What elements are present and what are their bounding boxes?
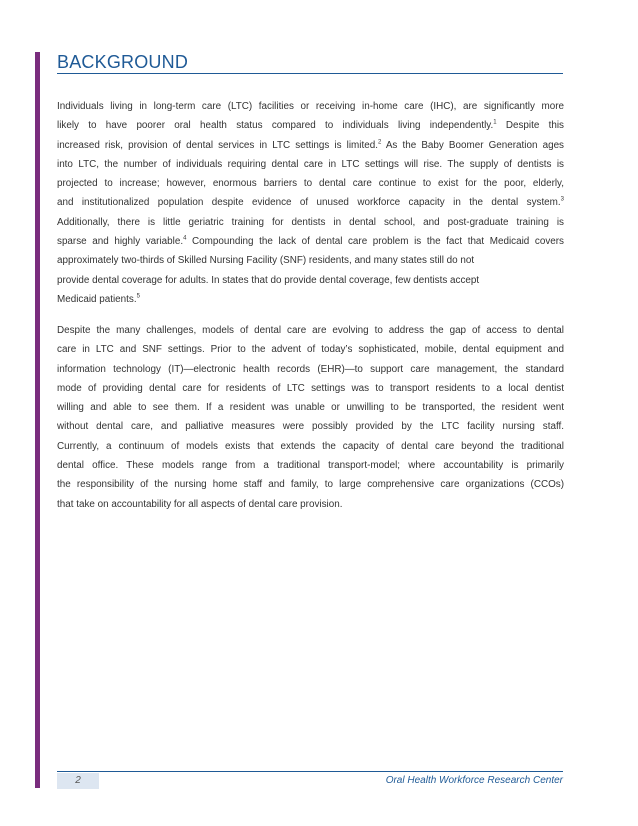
line-text: without dental care, and palliative measures were possibly provided by the LTC facility nursing staff. — [57, 421, 564, 433]
line-text: and institutionalized population despite evidence of unused workforce capacity in the dental system. — [57, 197, 561, 209]
footer-divider — [57, 771, 563, 772]
text-line — [57, 398, 564, 417]
footnote-ref: 4 — [183, 235, 187, 242]
footnote-ref: 5 — [136, 293, 140, 300]
text-line — [57, 475, 564, 494]
line-text-continued: As the Baby Boomer Generation ages — [381, 139, 564, 151]
text-line — [57, 360, 564, 379]
paragraph-1 — [57, 97, 564, 309]
text-line — [57, 437, 564, 456]
text-line — [57, 379, 564, 398]
line-text: dental office. These models range from a traditional transport-model; where accountability is primarily — [57, 460, 564, 472]
line-text: Currently, a continuum of models exists that extends the capacity of dental care beyond the traditional — [57, 440, 564, 452]
line-text: approximately two-thirds of Skilled Nursing Facility (SNF) residents, and many states still do not — [57, 255, 475, 267]
text-line — [57, 251, 564, 270]
line-text: care in LTC and SNF settings. Prior to the advent of today’s sophisticated, mobile, dental equipment and — [57, 344, 564, 356]
text-line — [57, 495, 564, 514]
text-line — [57, 213, 564, 232]
line-text: Individuals living in long-term care (LTC) facilities or receiving in-home care (IHC), are significantly more — [57, 101, 564, 112]
line-text-continued: Despite this — [496, 120, 564, 132]
line-text: Medicaid patients. — [57, 293, 137, 305]
line-text: provide dental coverage for adults. In states that do provide dental coverage, few dentists accept — [57, 274, 480, 286]
line-text: projected to increase; however, enormous barriers to dental care continue to exist for the poor, elderly, — [57, 178, 564, 190]
text-line — [57, 232, 564, 251]
line-text: willing and able to see them. If a resident was unable or unwilling to be transported, the resident went — [57, 402, 564, 414]
footnote-ref: 2 — [377, 139, 382, 146]
text-line — [57, 174, 564, 193]
line-text: Despite the many challenges, models of dental care are evolving to address the gap of access to dental — [57, 325, 564, 336]
footnote-ref: 1 — [493, 120, 497, 126]
line-text-continued: Compounding the lack of dental care problem is the fact that Medicaid covers — [186, 236, 564, 248]
line-text: information technology (IT)—electronic health records (EHR)—to support care management, the standard — [57, 363, 564, 375]
line-text: the responsibility of the nursing home staff and family, to large comprehensive care organizations (CCOs) — [57, 479, 564, 491]
text-line — [57, 340, 564, 359]
text-line — [57, 193, 564, 212]
section-heading: BACKGROUND — [57, 52, 189, 72]
paragraph-2 — [57, 321, 564, 514]
footnote-ref: 3 — [560, 197, 564, 204]
text-line — [57, 321, 564, 340]
line-text: sparse and highly variable. — [57, 236, 184, 248]
text-line — [57, 456, 564, 475]
text-line — [57, 136, 564, 155]
line-text: mode of providing dental care for residents of LTC settings was to transport residents to a local dentist — [57, 382, 564, 394]
line-text: increased risk, provision of dental services in LTC settings is limited. — [57, 139, 378, 151]
text-line — [57, 116, 564, 135]
text-line — [57, 97, 564, 116]
line-text: likely to have poorer oral health status compared to individuals living independently. — [57, 120, 494, 132]
line-text: that take on accountability for all aspects of dental care provision. — [57, 498, 343, 510]
left-accent-bar — [35, 52, 40, 788]
line-text: Additionally, there is little geriatric training for dentists in dental school, and post-graduate training is — [57, 216, 564, 228]
line-text: into LTC, the number of individuals requiring dental care in LTC settings will rise. The supply of dentists is — [57, 158, 564, 170]
heading-divider — [57, 73, 563, 74]
footer-title: Oral Health Workforce Research Center — [385, 775, 563, 786]
text-line — [57, 155, 564, 174]
page-number: 2 — [57, 773, 99, 789]
text-line — [57, 417, 564, 436]
text-line — [57, 290, 564, 309]
text-line — [57, 271, 564, 290]
